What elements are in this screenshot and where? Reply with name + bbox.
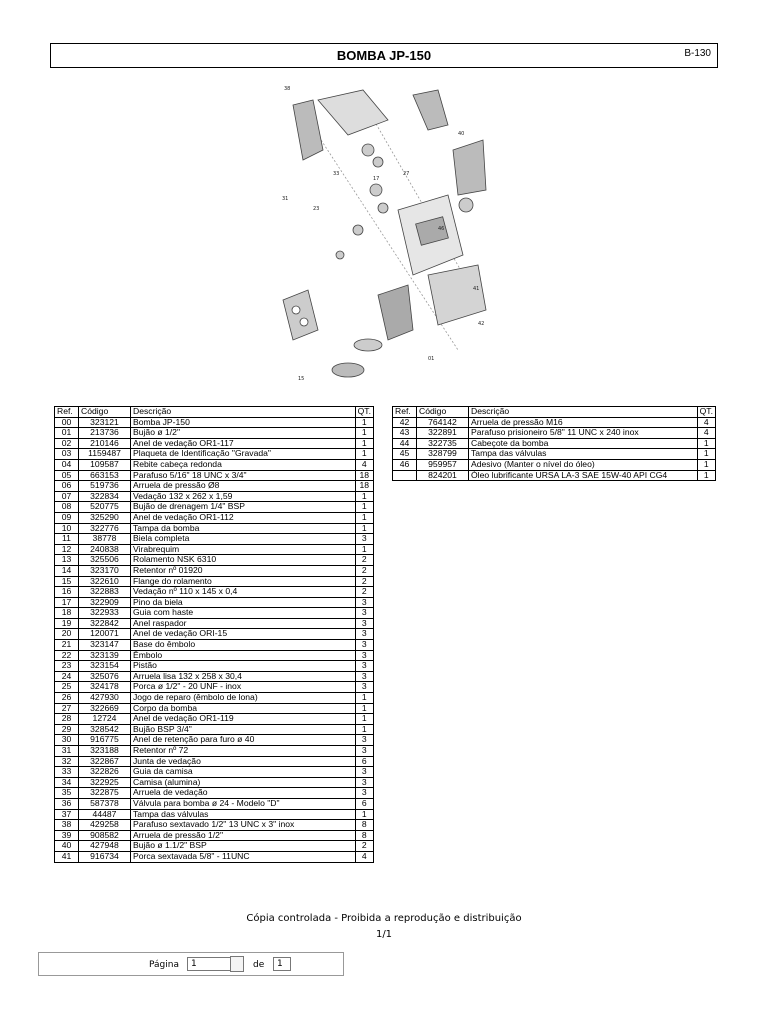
table-row <box>55 809 374 820</box>
svg-text:38: 38 <box>284 86 291 92</box>
code-cell: 322669 <box>79 703 131 714</box>
table-row <box>55 851 374 862</box>
desc-cell: Arruela de pressão 1/2" <box>131 830 356 841</box>
table-row <box>55 777 374 788</box>
code-cell: 916775 <box>79 735 131 746</box>
code-cell: 325290 <box>79 512 131 523</box>
desc-cell: Anel de retenção para furo ø 40 <box>131 735 356 746</box>
table-row <box>55 565 374 576</box>
desc-cell: Rolamento NSK 6310 <box>131 555 356 566</box>
ref-cell: 29 <box>55 724 79 735</box>
code-cell: 520775 <box>79 502 131 513</box>
ref-cell: 40 <box>55 841 79 852</box>
ref-cell: 22 <box>55 650 79 661</box>
table-row <box>55 502 374 513</box>
page-code: B-130 <box>684 48 711 59</box>
desc-cell: Flange do rolamento <box>131 576 356 587</box>
desc-cell: Bujão ø 1.1/2" BSP <box>131 841 356 852</box>
desc-cell: Porca ø 1/2" - 20 UNF - inox <box>131 682 356 693</box>
code-cell: 908582 <box>79 830 131 841</box>
code-cell: 519736 <box>79 481 131 492</box>
code-cell: 325076 <box>79 671 131 682</box>
desc-cell: Parafuso prisioneiro 5/8" 11 UNC x 240 inox <box>469 428 698 439</box>
svg-text:27: 27 <box>403 171 410 177</box>
desc-cell: Adesivo (Manter o nível do óleo) <box>469 459 698 470</box>
qty-cell: 2 <box>355 587 373 598</box>
table-row <box>55 841 374 852</box>
table-row <box>55 523 374 534</box>
ref-cell: 23 <box>55 661 79 672</box>
ref-cell: 20 <box>55 629 79 640</box>
svg-text:33: 33 <box>333 171 340 177</box>
table-row <box>55 459 374 470</box>
desc-cell: Bomba JP-150 <box>131 417 356 428</box>
svg-text:31: 31 <box>282 196 289 202</box>
ref-cell: 18 <box>55 608 79 619</box>
desc-cell: Válvula para bomba ø 24 - Modelo "D" <box>131 798 356 809</box>
svg-text:42: 42 <box>478 321 485 327</box>
table-row <box>393 449 716 460</box>
qty-cell: 3 <box>355 746 373 757</box>
svg-text:41: 41 <box>473 286 480 292</box>
table-row <box>55 534 374 545</box>
code-cell: 322834 <box>79 491 131 502</box>
table-header-row <box>55 407 374 418</box>
qty-cell: 1 <box>355 438 373 449</box>
table-row <box>55 798 374 809</box>
code-cell: 328542 <box>79 724 131 735</box>
qty-cell: 1 <box>697 470 715 481</box>
code-cell: 322909 <box>79 597 131 608</box>
qty-cell: 3 <box>355 767 373 778</box>
code-cell: 322883 <box>79 587 131 598</box>
desc-cell: Retentor nº 01920 <box>131 565 356 576</box>
code-cell: 322610 <box>79 576 131 587</box>
ref-cell: 11 <box>55 534 79 545</box>
desc-cell: Arruela de pressão Ø8 <box>131 481 356 492</box>
desc-cell: Anel de vedação OR1-119 <box>131 714 356 725</box>
qty-cell: 3 <box>355 629 373 640</box>
qty-cell: 8 <box>355 830 373 841</box>
ref-cell: 07 <box>55 491 79 502</box>
table-row <box>55 650 374 661</box>
code-cell: 213736 <box>79 428 131 439</box>
code-cell: 322925 <box>79 777 131 788</box>
code-cell: 322875 <box>79 788 131 799</box>
qty-cell: 3 <box>355 534 373 545</box>
table-row <box>55 661 374 672</box>
table-row <box>55 693 374 704</box>
qty-cell: 6 <box>355 798 373 809</box>
parts-table-right <box>392 406 716 481</box>
code-cell: 916734 <box>79 851 131 862</box>
svg-text:15: 15 <box>298 376 305 382</box>
col-qty: QT. <box>697 407 715 418</box>
qty-cell: 3 <box>355 671 373 682</box>
col-qty: QT. <box>355 407 373 418</box>
ref-cell: 00 <box>55 417 79 428</box>
table-row <box>55 703 374 714</box>
desc-cell: Cabeçote da bomba <box>469 438 698 449</box>
qty-cell: 1 <box>355 491 373 502</box>
code-cell: 325506 <box>79 555 131 566</box>
ref-cell: 08 <box>55 502 79 513</box>
qty-cell: 1 <box>355 502 373 513</box>
svg-text:46: 46 <box>438 226 445 232</box>
table-row <box>55 491 374 502</box>
desc-cell: Anel de vedação ORI-15 <box>131 629 356 640</box>
ref-cell: 01 <box>55 428 79 439</box>
code-cell: 210146 <box>79 438 131 449</box>
code-cell: 322776 <box>79 523 131 534</box>
qty-cell: 3 <box>355 735 373 746</box>
desc-cell: Vedação 132 x 262 x 1,59 <box>131 491 356 502</box>
ref-cell: 25 <box>55 682 79 693</box>
ref-cell: 33 <box>55 767 79 778</box>
desc-cell: Pino da biela <box>131 597 356 608</box>
ref-cell: 16 <box>55 587 79 598</box>
qty-cell: 3 <box>355 777 373 788</box>
code-cell: 663153 <box>79 470 131 481</box>
ref-cell <box>393 470 417 481</box>
table-row <box>55 714 374 725</box>
page-number-input[interactable]: 1 <box>187 957 231 971</box>
code-cell: 322933 <box>79 608 131 619</box>
qty-cell: 4 <box>355 459 373 470</box>
code-cell: 322842 <box>79 618 131 629</box>
qty-cell: 3 <box>355 640 373 651</box>
col-desc: Descrição <box>131 407 356 418</box>
ref-cell: 35 <box>55 788 79 799</box>
code-cell: 322826 <box>79 767 131 778</box>
ref-cell: 09 <box>55 512 79 523</box>
code-cell: 323170 <box>79 565 131 576</box>
qty-cell: 1 <box>355 512 373 523</box>
desc-cell: Pistão <box>131 661 356 672</box>
ref-cell: 13 <box>55 555 79 566</box>
table-row <box>393 459 716 470</box>
table-row <box>55 820 374 831</box>
desc-cell: Guia com haste <box>131 608 356 619</box>
qty-cell: 1 <box>697 438 715 449</box>
desc-cell: Bujão BSP 3/4" <box>131 724 356 735</box>
qty-cell: 1 <box>355 693 373 704</box>
page-label: Página <box>149 960 179 970</box>
ref-cell: 19 <box>55 618 79 629</box>
table-row <box>55 555 374 566</box>
qty-cell: 1 <box>355 449 373 460</box>
code-cell: 323121 <box>79 417 131 428</box>
code-cell: 322867 <box>79 756 131 767</box>
ref-cell: 17 <box>55 597 79 608</box>
ref-cell: 31 <box>55 746 79 757</box>
col-desc: Descrição <box>469 407 698 418</box>
col-code: Código <box>417 407 469 418</box>
code-cell: 44487 <box>79 809 131 820</box>
total-pages-field: 1 <box>273 957 291 971</box>
qty-cell: 4 <box>697 428 715 439</box>
code-cell: 323188 <box>79 746 131 757</box>
desc-cell: Jogo de reparo (êmbolo de lona) <box>131 693 356 704</box>
desc-cell: Arruela lisa 132 x 258 x 30,4 <box>131 671 356 682</box>
qty-cell: 1 <box>355 544 373 555</box>
table-row <box>55 724 374 735</box>
qty-cell: 6 <box>355 756 373 767</box>
ref-cell: 14 <box>55 565 79 576</box>
desc-cell: Bujão de drenagem 1/4" BSP <box>131 502 356 513</box>
table-header-row <box>393 407 716 418</box>
ref-cell: 36 <box>55 798 79 809</box>
code-cell: 323139 <box>79 650 131 661</box>
desc-cell: Camisa (alumina) <box>131 777 356 788</box>
svg-text:01: 01 <box>428 356 435 362</box>
ref-cell: 27 <box>55 703 79 714</box>
ref-cell: 46 <box>393 459 417 470</box>
ref-cell: 02 <box>55 438 79 449</box>
ref-cell: 03 <box>55 449 79 460</box>
qty-cell: 1 <box>355 417 373 428</box>
qty-cell: 1 <box>355 809 373 820</box>
qty-cell: 2 <box>355 565 373 576</box>
desc-cell: Base do êmbolo <box>131 640 356 651</box>
ref-cell: 34 <box>55 777 79 788</box>
code-cell: 429258 <box>79 820 131 831</box>
ref-cell: 06 <box>55 481 79 492</box>
desc-cell: Parafuso sextavado 1/2" 13 UNC x 3" inox <box>131 820 356 831</box>
code-cell: 322891 <box>417 428 469 439</box>
qty-cell: 3 <box>355 618 373 629</box>
svg-text:23: 23 <box>313 206 320 212</box>
ref-cell: 15 <box>55 576 79 587</box>
table-row <box>55 481 374 492</box>
table-row <box>55 597 374 608</box>
ref-cell: 21 <box>55 640 79 651</box>
ref-cell: 39 <box>55 830 79 841</box>
ref-cell: 10 <box>55 523 79 534</box>
code-cell: 240838 <box>79 544 131 555</box>
qty-cell: 3 <box>355 661 373 672</box>
go-button[interactable] <box>230 956 244 972</box>
desc-cell: Êmbolo <box>131 650 356 661</box>
desc-cell: Vedação nº 110 x 145 x 0,4 <box>131 587 356 598</box>
table-row <box>55 788 374 799</box>
desc-cell: Virabrequim <box>131 544 356 555</box>
table-row <box>55 618 374 629</box>
qty-cell: 3 <box>355 788 373 799</box>
code-cell: 324178 <box>79 682 131 693</box>
exploded-view-drawing <box>278 80 492 386</box>
code-cell: 427948 <box>79 841 131 852</box>
desc-cell: Porca sextavada 5/8" - 11UNC <box>131 851 356 862</box>
table-row <box>55 438 374 449</box>
table-row <box>55 830 374 841</box>
ref-cell: 04 <box>55 459 79 470</box>
table-row <box>55 417 374 428</box>
table-row <box>55 428 374 439</box>
table-row <box>393 428 716 439</box>
qty-cell: 1 <box>355 714 373 725</box>
ref-cell: 43 <box>393 428 417 439</box>
code-cell: 38778 <box>79 534 131 545</box>
code-cell: 959957 <box>417 459 469 470</box>
table-row <box>55 544 374 555</box>
parts-table-left <box>54 406 374 863</box>
desc-cell: Tampa das válvulas <box>469 449 698 460</box>
table-row <box>55 608 374 619</box>
ref-cell: 45 <box>393 449 417 460</box>
desc-cell: Tampa da bomba <box>131 523 356 534</box>
table-row <box>55 512 374 523</box>
qty-cell: 3 <box>355 650 373 661</box>
qty-cell: 18 <box>355 481 373 492</box>
code-cell: 1159487 <box>79 449 131 460</box>
desc-cell: Retentor nº 72 <box>131 746 356 757</box>
desc-cell: Junta de vedação <box>131 756 356 767</box>
ref-cell: 05 <box>55 470 79 481</box>
table-row <box>393 438 716 449</box>
desc-cell: Biela completa <box>131 534 356 545</box>
table-row <box>393 470 716 481</box>
col-code: Código <box>79 407 131 418</box>
table-row <box>55 682 374 693</box>
page-title: BOMBA JP-150 <box>336 48 432 63</box>
table-row <box>55 576 374 587</box>
ref-cell: 12 <box>55 544 79 555</box>
table-row <box>55 746 374 757</box>
svg-text:17: 17 <box>373 176 380 182</box>
code-cell: 764142 <box>417 417 469 428</box>
desc-cell: Parafuso 5/16" 18 UNC x 3/4" <box>131 470 356 481</box>
title-box <box>50 43 718 68</box>
desc-cell: Guia da camisa <box>131 767 356 778</box>
table-row <box>55 756 374 767</box>
table-row <box>55 449 374 460</box>
table-row <box>55 587 374 598</box>
desc-cell: Anel de vedação OR1-117 <box>131 438 356 449</box>
code-cell: 12724 <box>79 714 131 725</box>
code-cell: 328799 <box>417 449 469 460</box>
qty-cell: 1 <box>355 703 373 714</box>
page-count: 1/1 <box>375 929 393 940</box>
qty-cell: 2 <box>355 555 373 566</box>
qty-cell: 1 <box>697 449 715 460</box>
qty-cell: 1 <box>355 428 373 439</box>
qty-cell: 1 <box>355 724 373 735</box>
table-row <box>55 629 374 640</box>
desc-cell: Anel de vedação OR1-112 <box>131 512 356 523</box>
table-row <box>55 767 374 778</box>
qty-cell: 3 <box>355 608 373 619</box>
table-row <box>55 640 374 651</box>
code-cell: 120071 <box>79 629 131 640</box>
table-row <box>393 417 716 428</box>
ref-cell: 38 <box>55 820 79 831</box>
ref-cell: 28 <box>55 714 79 725</box>
pager <box>38 952 344 976</box>
qty-cell: 1 <box>697 459 715 470</box>
col-ref: Ref. <box>393 407 417 418</box>
desc-cell: Arruela de pressão M16 <box>469 417 698 428</box>
qty-cell: 1 <box>355 523 373 534</box>
ref-cell: 44 <box>393 438 417 449</box>
desc-cell: Óleo lubrificante URSA LA-3 SAE 15W-40 API CG4 <box>469 470 698 481</box>
qty-cell: 3 <box>355 682 373 693</box>
ref-cell: 37 <box>55 809 79 820</box>
table-row <box>55 671 374 682</box>
qty-cell: 4 <box>355 851 373 862</box>
code-cell: 824201 <box>417 470 469 481</box>
ref-cell: 24 <box>55 671 79 682</box>
ref-cell: 26 <box>55 693 79 704</box>
qty-cell: 8 <box>355 820 373 831</box>
col-ref: Ref. <box>55 407 79 418</box>
desc-cell: Tampa das válvulas <box>131 809 356 820</box>
code-cell: 427930 <box>79 693 131 704</box>
ref-cell: 42 <box>393 417 417 428</box>
qty-cell: 18 <box>355 470 373 481</box>
ref-cell: 30 <box>55 735 79 746</box>
code-cell: 323147 <box>79 640 131 651</box>
table-row <box>55 735 374 746</box>
code-cell: 322735 <box>417 438 469 449</box>
svg-text:40: 40 <box>458 131 465 137</box>
desc-cell: Corpo da bomba <box>131 703 356 714</box>
code-cell: 323154 <box>79 661 131 672</box>
code-cell: 587378 <box>79 798 131 809</box>
ref-cell: 41 <box>55 851 79 862</box>
code-cell: 109587 <box>79 459 131 470</box>
desc-cell: Plaqueta de Identificação "Gravada" <box>131 449 356 460</box>
desc-cell: Arruela de vedação <box>131 788 356 799</box>
desc-cell: Bujão ø 1/2" <box>131 428 356 439</box>
of-label: de <box>253 960 265 970</box>
copy-notice: Cópia controlada - Proibida a reprodução e distribuição <box>246 913 522 924</box>
qty-cell: 2 <box>355 576 373 587</box>
qty-cell: 4 <box>697 417 715 428</box>
qty-cell: 3 <box>355 597 373 608</box>
qty-cell: 2 <box>355 841 373 852</box>
ref-cell: 32 <box>55 756 79 767</box>
desc-cell: Rebite cabeça redonda <box>131 459 356 470</box>
desc-cell: Anel raspador <box>131 618 356 629</box>
table-row <box>55 470 374 481</box>
